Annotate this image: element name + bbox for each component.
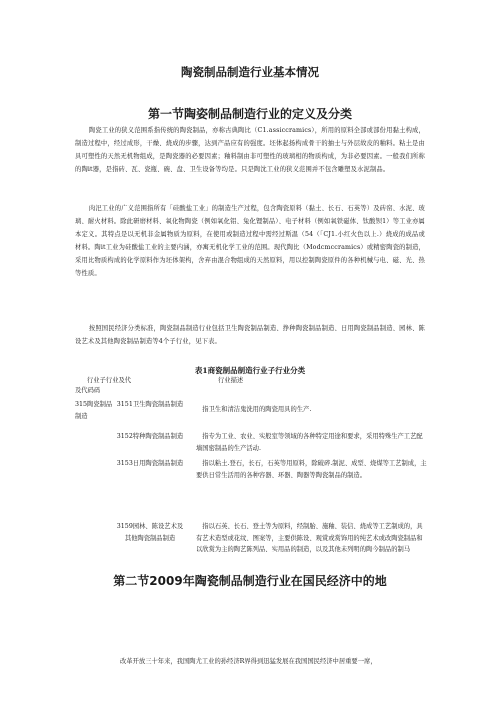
table-row-4-description: 指以石英、长石、登土等为原料，经制胎、施釉、装信、烧成等工艺制成的，具有艺术造型或花纹、图案等，主要供陈设、观赏或赏饰用的纯艺术或改陶瓷制品和以欣赏为主的陶艺陈列品、实用品的制造，以及其他未列明的陶今制品的制马 bbox=[196, 523, 423, 553]
table-category-cell: 315陶瓷制品制造 bbox=[75, 401, 113, 420]
table-row-1-subindustry: 3151卫生陶瓷制品制造 bbox=[116, 401, 184, 408]
table-row-3-description: 指以粘土.登石，长石，石英等用原料，除破碎.制泥、成型、烧煤等工艺制成，主要供日常生活用的各种容器、环器、陶器等陶瓷制品的制造。 bbox=[196, 460, 427, 479]
table-caption: 表1商瓷制品制造行业子行业分类 bbox=[194, 366, 306, 375]
section-1-heading: 第一节陶姿制品制造行业的定义及分类 bbox=[147, 107, 352, 121]
table-row-2-subindustry: 3152特种陶瓷制品制造 bbox=[116, 433, 184, 440]
section-1-paragraph-3: 按照国民经济分类标准，陶瓷制品制造行业包括卫生陶瓷制品制造、挣种陶瓷制品制造、日用陶瓷制品制造、园林、陈设艺术及其他陶瓷制品制造等4个子行业，见下表。 bbox=[75, 325, 425, 345]
section-2-heading: 第二节2009年陶瓷制品制造行业在国民经济中的地 bbox=[113, 574, 387, 588]
table-header-description: 行业描述 bbox=[218, 377, 244, 384]
table-row-1-description: 指卫生和清洁鬼洗用的陶瓷用具的生产. bbox=[202, 406, 312, 413]
table-row-2-description: 指专为工业、农业、实般室等领域的各种特定用途和要求，采用特殊生产工艺配墙国密制品的生产活动. bbox=[196, 433, 423, 452]
section-1-paragraph-2: 肉汜工业的广义范围指所有「硅酸盐工业」的制造生产过程，包含陶瓷原料（黏土、长石、石英等）及砖窑、水泥、玻璃、耐火材料。除此研磨材料、氧化物陶瓷（例如氧化铝、兔化锂制品）、电子材料（例如氧铁磁体、钛酸钡1）等工业亦属本定义。其特点是以无机非金属物质为原料，在使用或制造过程中需经过斯温（54（「CJ1.小红火色以上.）烧成的成品或材料。陶it工业为硅酸盐工业的主要内涵，亦寓无机化学工业的范围。现代陶比（Modcmccramics）或精密陶瓷的制造，采用比物质构成的化学原料作为坯体架构，舍弃由混合物组成的天然原料，用以控制陶瓷原件的各种机械与电、磁、光、热等性质。 bbox=[75, 205, 425, 277]
table-row-4-subindustry: 3159园林、陈设艺术及其他陶瓷制品制造 bbox=[116, 523, 184, 542]
section-1-paragraph-1: 陶瓷工业的狭义范围系指传统的陶瓷制品，亦称古典陶比（C1.assiccramics），所用的原料全部或部份用黏土构成，制造过程中，经过成形，干燥、烧成的步骤，达到产品应有的强度。坯体起扬构成骨干的抽士与外层故皮的釉料。粘土是由具可塑性的天然无机物组成，是陶瓷器的必要因素；釉料制由非可塑性的玻璃相的物质构成，为非必要因素。一般我们所称的陶it器，是指砖、瓦、瓷瓶、碗、盘、卫生设备等均是。只是陶沈工业的狭义范围并不包含雕塑及水泥制品。 bbox=[75, 127, 425, 173]
table-header-code: 及代码码 bbox=[75, 387, 101, 394]
table-row-3-subindustry: 3153日用陶瓷制品制造 bbox=[116, 460, 184, 467]
section-2-paragraph-1: 改革开放三十年来，我国陶尤工业的孙经济R界得到迅猛发展在我国国民经济中居重要一席， bbox=[120, 658, 377, 665]
table-header-category: 行业子行业及代 bbox=[87, 377, 132, 384]
document-title: 陶瓷制品制造行业基本情况 bbox=[181, 65, 319, 79]
